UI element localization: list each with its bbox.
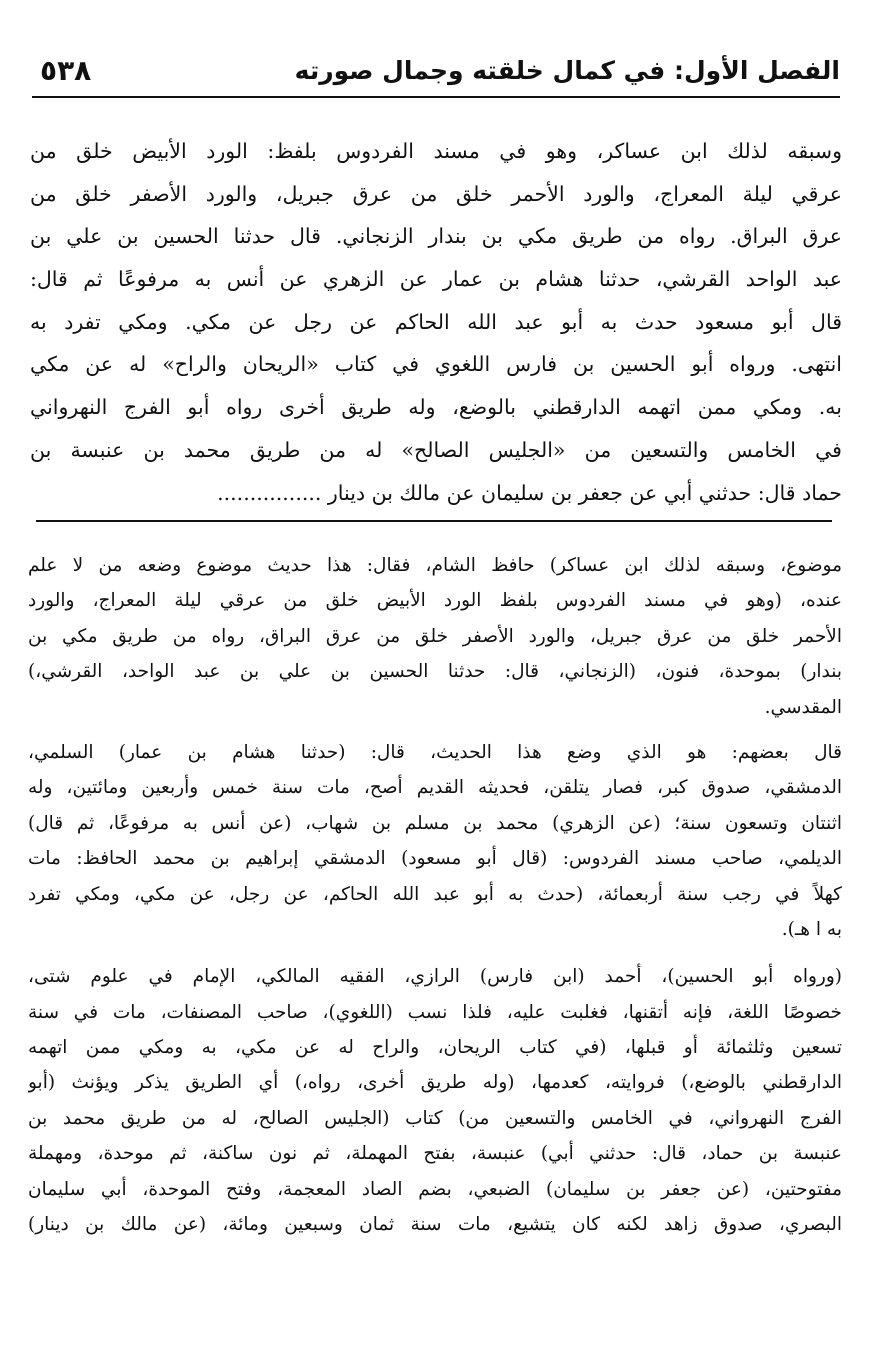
commentary-line: (ورواه أبو الحسين)، أحمد (ابن فارس) الرازي، الفقيه المالكي، الإمام في علوم شتى،: [28, 966, 842, 988]
commentary-line: الدمشقي، صدوق كبر، فصار يتلقن، فحديثه القديم أصح، مات سنة خمس وأربعين ومائتين، وله: [28, 777, 842, 799]
commentary-line: قال بعضهم: هو الذي وضع هذا الحديث، قال: (حدثنا هشام بن عمار) السلمي،: [28, 741, 842, 763]
main-text-line: عرقي ليلة المعراج، والورد الأحمر خلق من عرق جبريل، والورد الأصفر خلق من: [30, 181, 842, 206]
running-header: [32, 52, 840, 98]
commentary-line: الديلمي، صاحب مسند الفردوس: (قال أبو مسعود) الدمشقي إبراهيم بن محمد الحافظ: مات: [28, 848, 842, 870]
commentary-line: تسعين وثلثمائة أو قبلها، (في كتاب الريحان، والراح له عن مكي، به ومكي ممن اتهمه: [28, 1037, 842, 1059]
main-text-line: انتهى. ورواه أبو الحسين بن فارس اللغوي في كتاب «الريحان والراح» له عن مكي: [30, 352, 842, 377]
commentary-line: عنده، (وهو في مسند الفردوس بلفظ الورد الأبيض خلق من عرقي ليلة المعراج، والورد: [28, 590, 842, 612]
commentary-line: عنبسة بن حماد، قال: حدثني أبي) عنبسة، بفتح المهملة، ثم نون ساكنة، ثم موحدة، ومهملة: [28, 1143, 842, 1165]
commentary-line: كهلاً في رجب سنة أربعمائة، (حدث به أبو عبد الله الحاكم، عن رجل، عن مكي، ومكي تفرد: [28, 883, 842, 905]
commentary-line: البصري، صدوق زاهد لكنه كان يتشيع، مات سنة ثمان وسبعين ومائة، (عن مالك بن دينار): [28, 1214, 842, 1236]
main-text-line: وسبقه لذلك ابن عساكر، وهو في مسند الفردوس بلفظ: الورد الأبيض خلق من: [30, 139, 842, 163]
commentary-line: به ا هـ).: [781, 918, 842, 940]
commentary-line: الأحمر خلق من عرق جبريل، والورد الأصفر خلق من عرق البراق، رواه من طريق مكي بن: [28, 625, 842, 647]
commentary-line: اثنتان وتسعون سنة؛ (عن الزهري) محمد بن مسلم بن شهاب، (عن أنس به مرفوعًا، ثم قال): [28, 812, 842, 834]
main-text-line: عرق البراق. رواه من طريق مكي بن بندار الزنجاني. قال حدثنا الحسين بن علي بن: [30, 224, 842, 249]
paragraph-gap: [28, 725, 842, 735]
separator-rule: [36, 520, 832, 522]
main-text-line: به. ومكي ممن اتهمه الدارقطني بالوضع، وله طريق أخرى رواه أبو الفرج النهرواني: [30, 395, 842, 420]
commentary-line: مفتوحتين، (عن جعفر بن سليمان) الضبعي، بضم الصاد المعجمة، وفتح الموحدة، أبي سليمان: [28, 1178, 842, 1200]
commentary-line: خصوصًا اللغة، فإنه أتقنها، فغلبت عليه، فلذا نسب (اللغوي)، صاحب المصنفات، مات في سنة: [28, 1001, 842, 1023]
main-text-line: في الخامس والتسعين من «الجليس الصالح» له من طريق محمد بن عنبسة بن: [30, 437, 842, 462]
commentary-paragraph: [28, 548, 842, 725]
main-text: [30, 130, 842, 514]
commentary: [28, 548, 842, 1242]
chapter-title: الفصل الأول: في كمال خلقته وجمال صورته: [294, 56, 840, 85]
main-text-line: عبد الواحد القرشي، حدثنا هشام بن عمار عن الزهري عن أنس به مرفوعًا ثم قال:: [30, 267, 842, 292]
commentary-line: بندار) بموحدة، فنون، (الزنجاني، قال: حدثنا الحسين بن علي بن عبد الواحد، القرشي،): [28, 661, 842, 683]
commentary-line: الدارقطني بالوضع،) فروايته، كعدمها، (وله طريق أخرى، رواه،) أي الطريق يذكر ويؤنث (أبو: [28, 1072, 842, 1094]
paragraph-gap: [28, 947, 842, 959]
commentary-line: المقدسي.: [764, 696, 842, 718]
main-text-line: حماد قال: حدثني أبي عن جعفر بن سليمان عن مالك بن دينار ................: [217, 480, 842, 505]
page-number: ٥٣٨: [40, 54, 92, 87]
commentary-paragraph: [28, 959, 842, 1242]
main-text-line: قال أبو مسعود حدث به أبو عبد الله الحاكم عن رجل عن مكي. ومكي تفرد به: [30, 309, 842, 334]
commentary-line: موضوع، وسبقه لذلك ابن عساكر) حافظ الشام، فقال: هذا حديث موضوع وضعه من لا علم: [28, 555, 842, 576]
commentary-line: الفرج النهرواني، في الخامس والتسعين من) كتاب (الجليس الصالح، له من طريق محمد بن: [28, 1107, 842, 1129]
commentary-paragraph: [28, 735, 842, 947]
